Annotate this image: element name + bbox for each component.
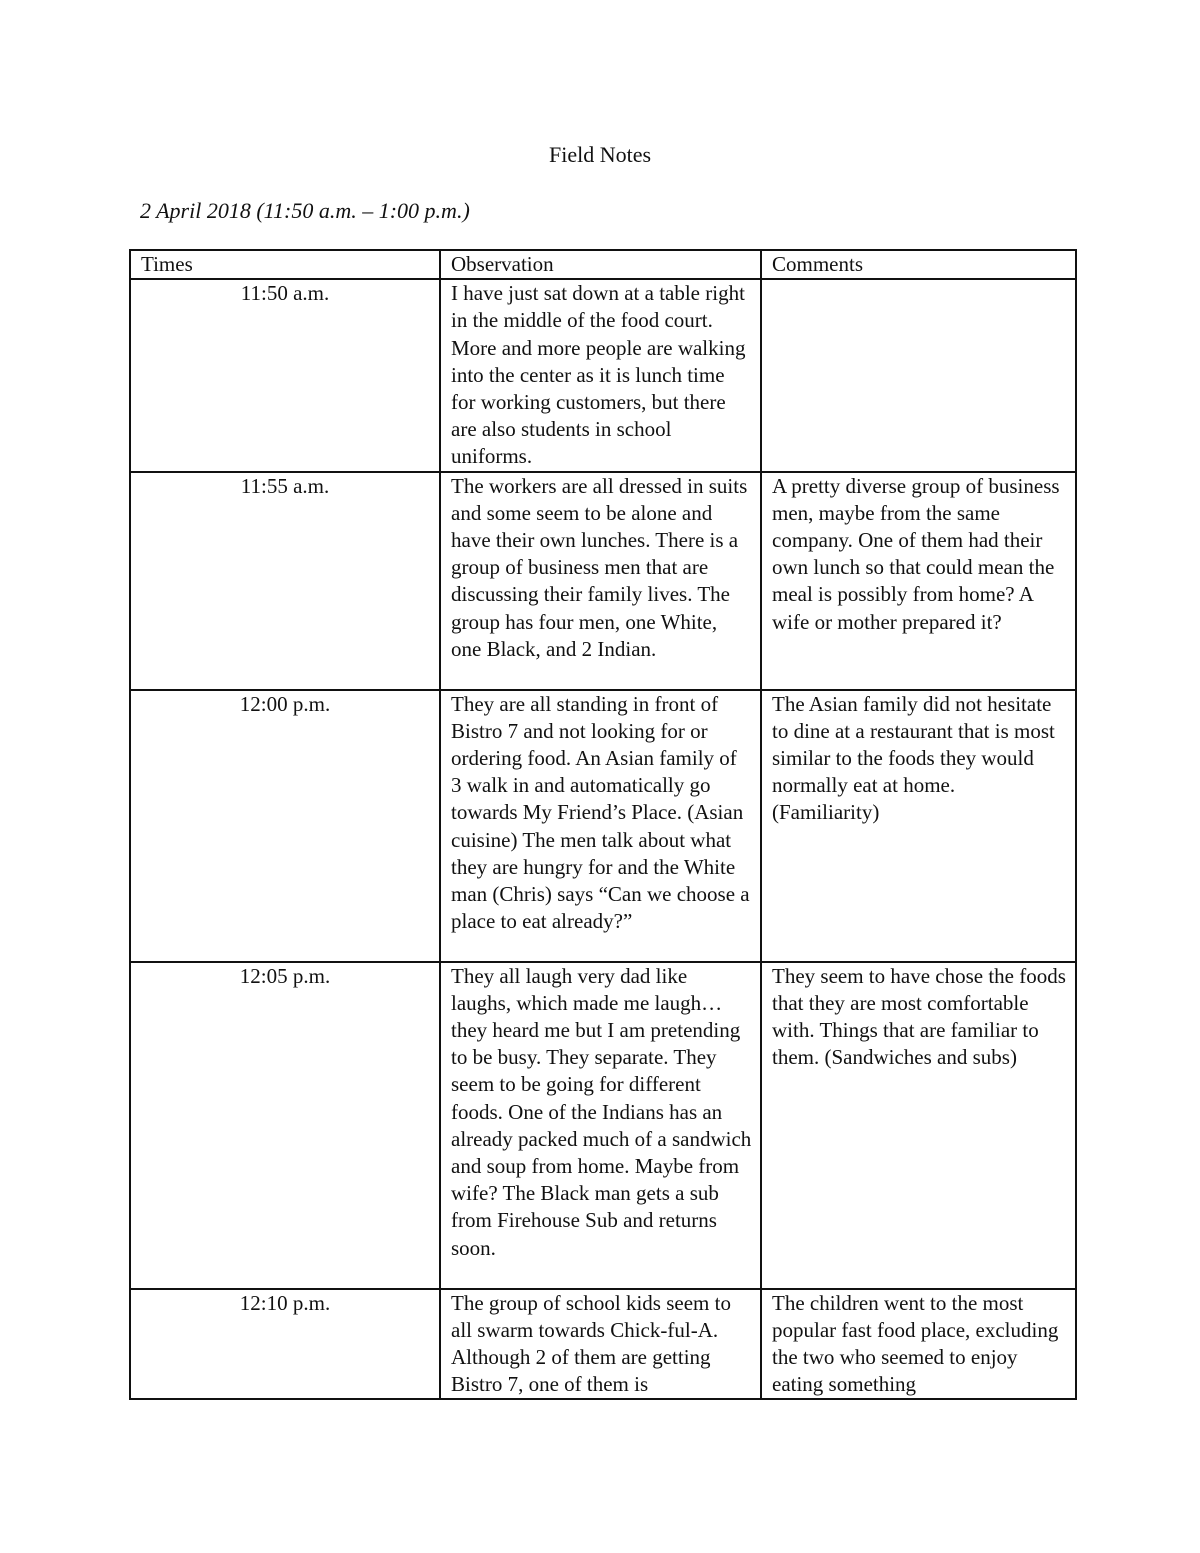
comments-cell [761, 279, 1076, 471]
header-times: Times [130, 250, 440, 279]
time-cell: 12:10 p.m. [130, 1289, 440, 1400]
table-header-row [130, 250, 1076, 279]
date-line: 2 April 2018 (11:50 a.m. – 1:00 p.m.) [140, 198, 470, 223]
table-row [130, 279, 1076, 471]
table-row [130, 690, 1076, 962]
time-cell: 11:55 a.m. [130, 472, 440, 690]
observation-cell: The group of school kids seem to all swarm towards Chick-ful-A. Although 2 of them are getting Bistro 7, one of them is [440, 1289, 761, 1400]
observation-cell: They all laugh very dad like laughs, which made me laugh… they heard me but I am pretending to be busy. They separate. They seem to be going for different foods. One of the Indians has an already packed much of a sandwich and soup from home. Maybe from wife? The Black man gets a sub from Firehouse Sub and returns soon. [440, 962, 761, 1289]
table-row [130, 472, 1076, 690]
time-cell: 12:00 p.m. [130, 690, 440, 962]
header-observation: Observation [440, 250, 761, 279]
comments-cell: They seem to have chose the foods that they are most comfortable with. Things that are familiar to them. (Sandwiches and subs) [761, 962, 1076, 1289]
document-title: Field Notes [548, 142, 652, 167]
table-row [130, 962, 1076, 1289]
comments-cell: The Asian family did not hesitate to dine at a restaurant that is most similar to the foods they would normally eat at home. (Familiarity) [761, 690, 1076, 962]
time-cell: 12:05 p.m. [130, 962, 440, 1289]
observation-cell: The workers are all dressed in suits and some seem to be alone and have their own lunches. There is a group of business men that are discussing their family lives. The group has four men, one White, one Black, and 2 Indian. [440, 472, 761, 690]
field-notes-table [129, 249, 1077, 1400]
time-cell: 11:50 a.m. [130, 279, 440, 471]
observation-cell: I have just sat down at a table right in the middle of the food court. More and more people are walking into the center as it is lunch time for working customers, but there are also students in school uniforms. [440, 279, 761, 471]
observation-cell: They are all standing in front of Bistro 7 and not looking for or ordering food. An Asian family of 3 walk in and automatically go towards My Friend’s Place. (Asian cuisine) The men talk about what they are hungry for and the White man (Chris) says “Can we choose a place to eat already?” [440, 690, 761, 962]
comments-cell: The children went to the most popular fast food place, excluding the two who seemed to enjoy eating something [761, 1289, 1076, 1400]
comments-cell: A pretty diverse group of business men, maybe from the same company. One of them had their own lunch so that could mean the meal is possibly from home? A wife or mother prepared it? [761, 472, 1076, 690]
header-comments: Comments [761, 250, 1076, 279]
table-row [130, 1289, 1076, 1400]
